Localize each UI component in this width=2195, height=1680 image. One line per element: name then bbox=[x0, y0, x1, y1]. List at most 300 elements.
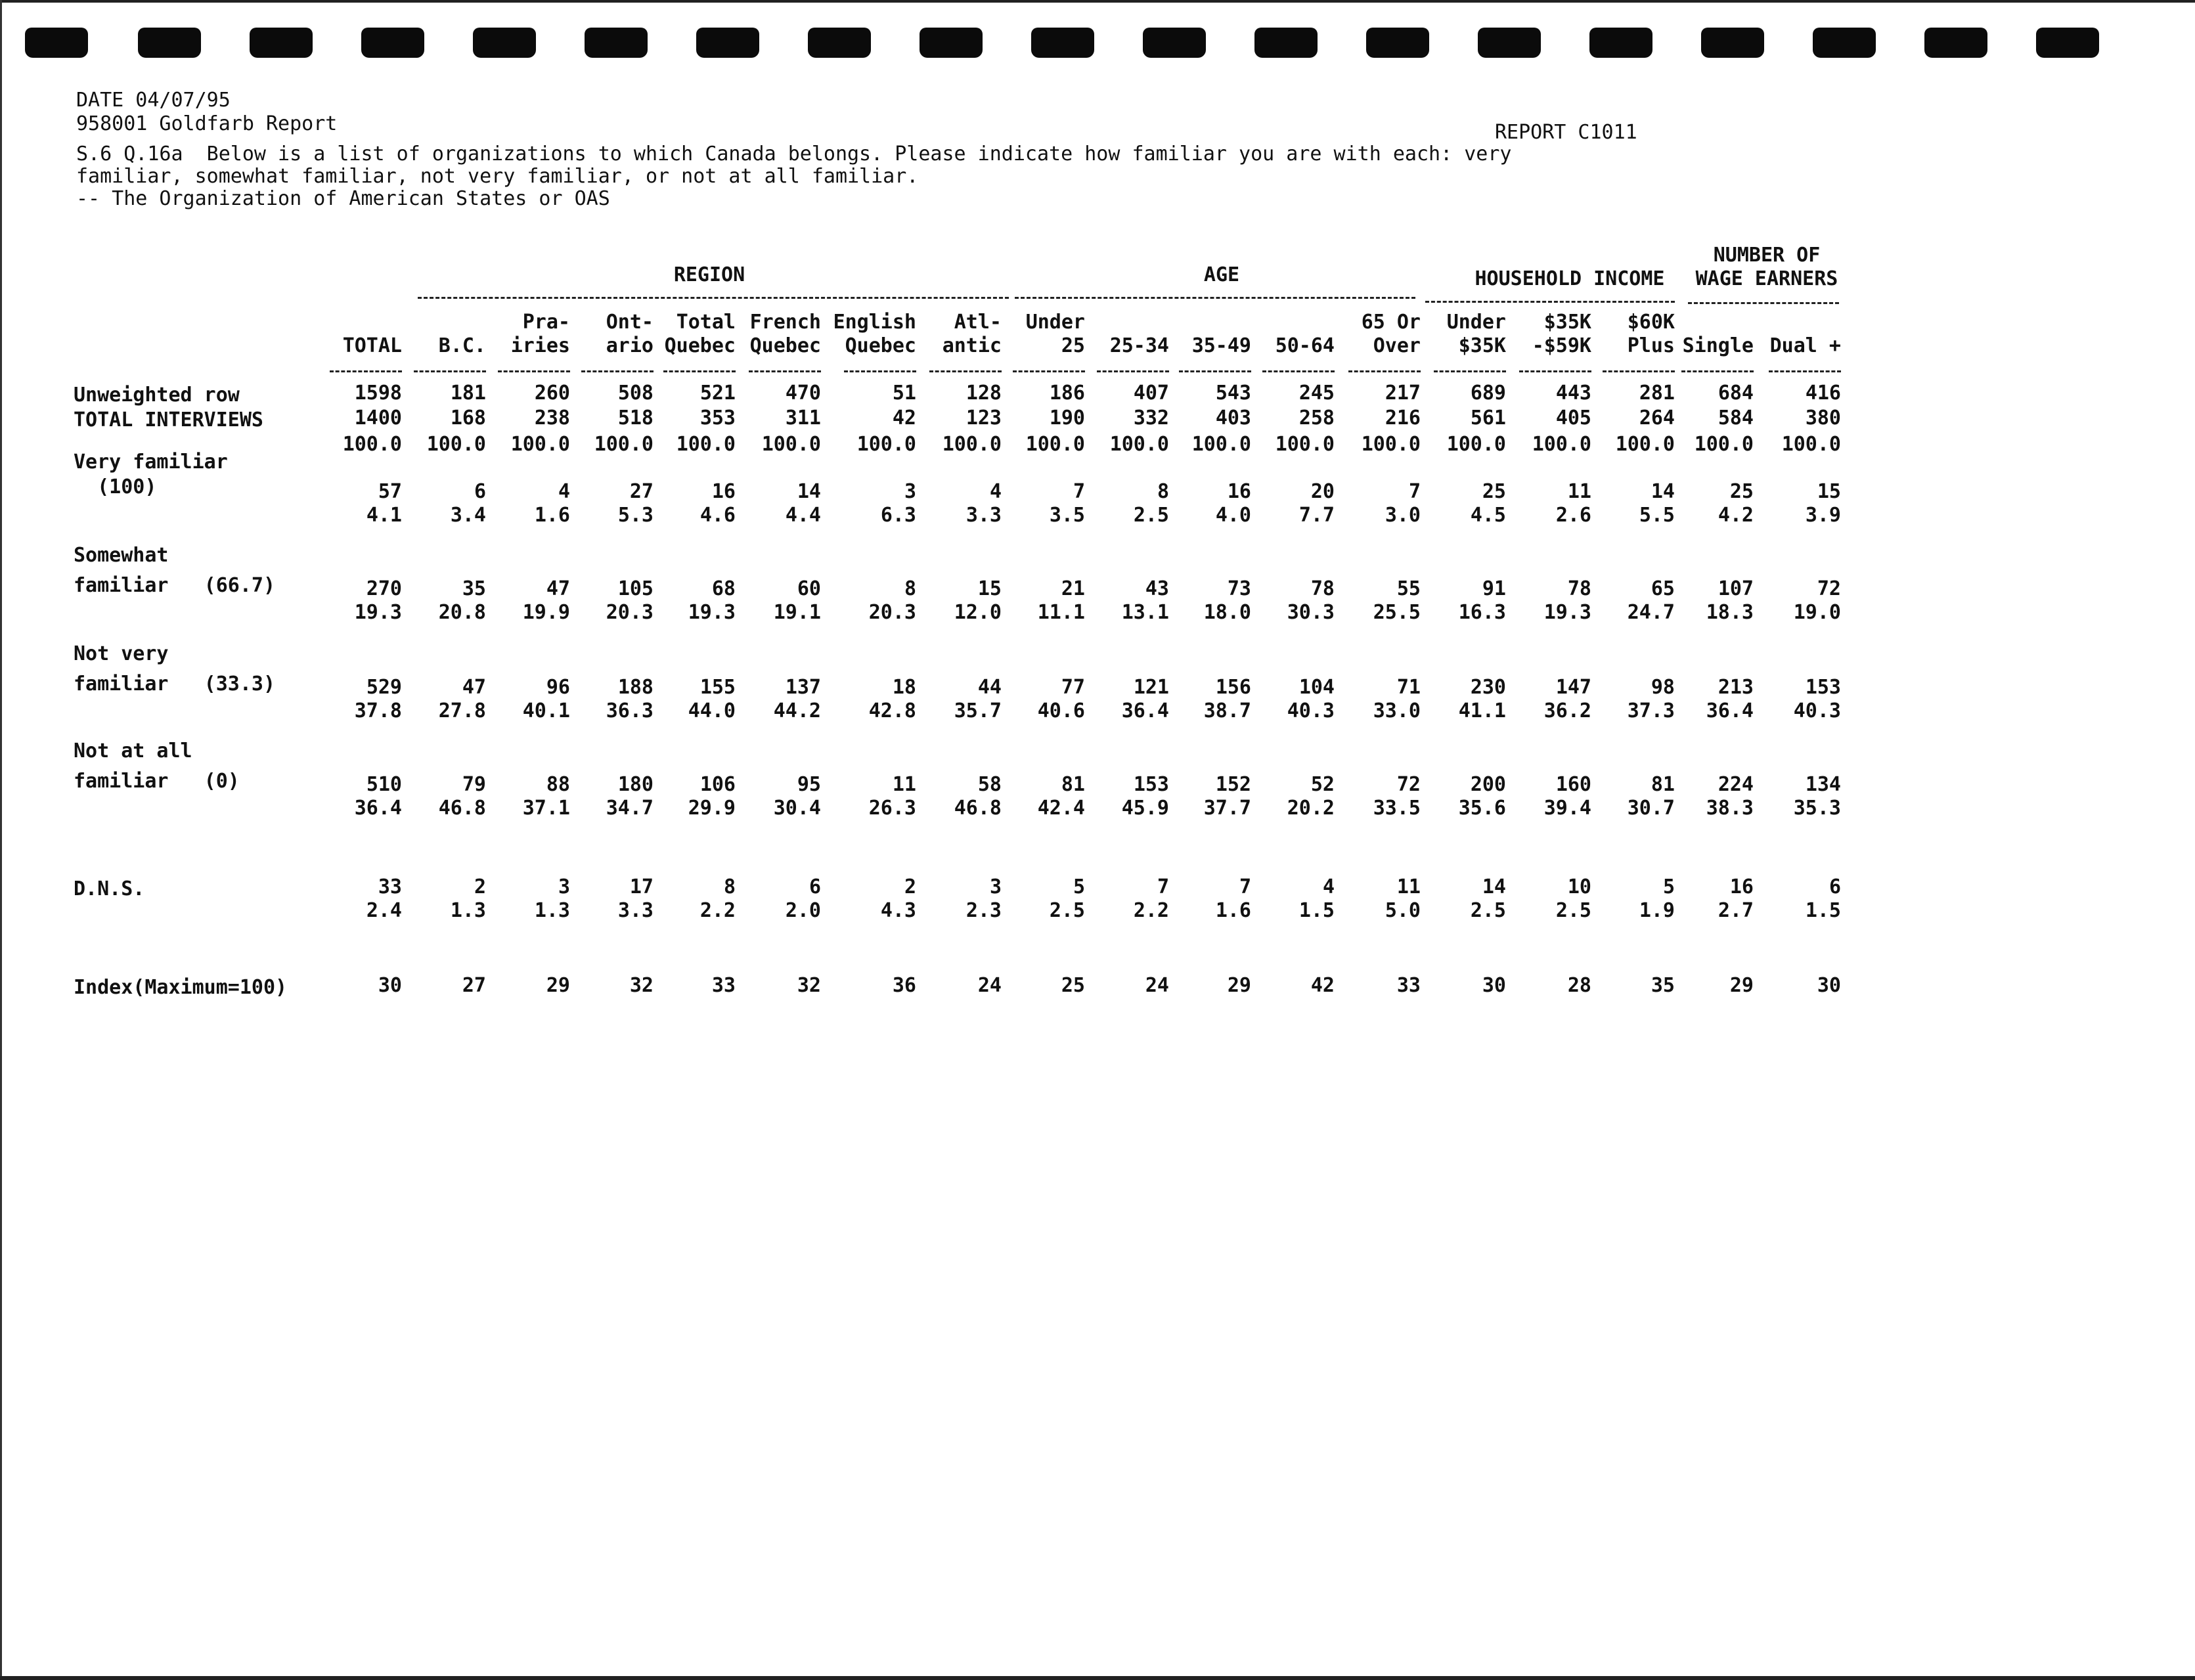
table-cell: 30.4 bbox=[773, 797, 821, 820]
table-cell: 15 bbox=[977, 577, 1002, 600]
column-header: Quebec bbox=[664, 334, 736, 357]
row-label: (100) bbox=[74, 475, 157, 498]
column-underline bbox=[581, 370, 654, 372]
table-cell: 44.2 bbox=[773, 699, 821, 722]
table-cell: 3 bbox=[989, 875, 1002, 898]
table-cell: 38.3 bbox=[1706, 797, 1754, 820]
table-cell: 200 bbox=[1470, 773, 1506, 796]
column-underline bbox=[1013, 370, 1085, 372]
table-cell: 4 bbox=[1322, 875, 1335, 898]
table-cell: 37.7 bbox=[1203, 797, 1251, 820]
table-cell: 33.0 bbox=[1373, 699, 1421, 722]
table-cell: 3.9 bbox=[1805, 504, 1841, 527]
column-header: Plus bbox=[1627, 334, 1675, 357]
table-cell: 51 bbox=[892, 382, 916, 405]
table-cell: 3.4 bbox=[450, 504, 486, 527]
table-cell: 27.8 bbox=[438, 699, 486, 722]
table-cell: 443 bbox=[1555, 382, 1591, 405]
table-cell: 44 bbox=[977, 676, 1002, 699]
table-cell: 52 bbox=[1310, 773, 1335, 796]
table-cell: 518 bbox=[617, 407, 654, 430]
table-cell: 36.4 bbox=[354, 797, 402, 820]
table-cell: 3.5 bbox=[1049, 504, 1085, 527]
table-cell: 19.3 bbox=[688, 601, 736, 624]
table-cell: 100.0 bbox=[342, 433, 402, 456]
table-cell: 40.6 bbox=[1037, 699, 1085, 722]
table-cell: 19.1 bbox=[773, 601, 821, 624]
table-cell: 35.6 bbox=[1458, 797, 1506, 820]
table-cell: 153 bbox=[1805, 676, 1841, 699]
column-underline bbox=[1179, 370, 1251, 372]
feed-hole bbox=[1589, 28, 1652, 58]
table-cell: 33 bbox=[1396, 974, 1421, 997]
table-cell: 19.3 bbox=[354, 601, 402, 624]
table-cell: 17 bbox=[629, 875, 654, 898]
table-cell: 4 bbox=[989, 480, 1002, 503]
column-header: Under bbox=[1446, 311, 1506, 334]
table-cell: 78 bbox=[1310, 577, 1335, 600]
table-cell: 213 bbox=[1718, 676, 1754, 699]
column-header: iries bbox=[510, 334, 570, 357]
table-cell: 100.0 bbox=[1694, 433, 1754, 456]
table-cell: 2.5 bbox=[1555, 899, 1591, 922]
table-cell: 1.5 bbox=[1298, 899, 1335, 922]
table-cell: 100.0 bbox=[942, 433, 1002, 456]
table-cell: 107 bbox=[1718, 577, 1754, 600]
feed-hole bbox=[1924, 28, 1987, 58]
question-text-line2: familiar, somewhat familiar, not very familiar, or not at all familiar. bbox=[76, 165, 919, 188]
table-cell: 72 bbox=[1817, 577, 1841, 600]
table-cell: 2 bbox=[904, 875, 916, 898]
table-cell: 47 bbox=[462, 676, 486, 699]
table-cell: 14 bbox=[1651, 480, 1675, 503]
table-cell: 18 bbox=[892, 676, 916, 699]
table-cell: 2.5 bbox=[1133, 504, 1169, 527]
table-cell: 216 bbox=[1385, 407, 1421, 430]
table-cell: 684 bbox=[1718, 382, 1754, 405]
table-cell: 1.3 bbox=[534, 899, 570, 922]
question-text-line1: S.6 Q.16a Below is a list of organizations to which Canada belongs. Please indicate how familiar you are with each: very bbox=[76, 143, 1512, 166]
table-cell: 689 bbox=[1470, 382, 1506, 405]
table-cell: 37.1 bbox=[522, 797, 570, 820]
column-header: 65 Or bbox=[1361, 311, 1421, 334]
table-cell: 100.0 bbox=[1781, 433, 1841, 456]
column-header: 50-64 bbox=[1275, 334, 1335, 357]
table-cell: 21 bbox=[1061, 577, 1085, 600]
feed-hole bbox=[808, 28, 871, 58]
table-cell: 7 bbox=[1157, 875, 1169, 898]
table-cell: 42 bbox=[1310, 974, 1335, 997]
table-cell: 30.3 bbox=[1287, 601, 1335, 624]
wage-underline bbox=[1688, 302, 1839, 304]
table-cell: 18.3 bbox=[1706, 601, 1754, 624]
table-cell: 6 bbox=[474, 480, 486, 503]
table-cell: 100.0 bbox=[1446, 433, 1506, 456]
table-cell: 81 bbox=[1651, 773, 1675, 796]
table-cell: 96 bbox=[546, 676, 570, 699]
table-cell: 19.3 bbox=[1543, 601, 1591, 624]
table-cell: 3.3 bbox=[617, 899, 654, 922]
table-cell: 2.2 bbox=[699, 899, 736, 922]
table-cell: 5 bbox=[1073, 875, 1085, 898]
table-cell: 3 bbox=[904, 480, 916, 503]
table-cell: 3.3 bbox=[965, 504, 1002, 527]
table-cell: 24.7 bbox=[1627, 601, 1675, 624]
table-cell: 416 bbox=[1805, 382, 1841, 405]
column-header: antic bbox=[942, 334, 1002, 357]
table-cell: 100.0 bbox=[1025, 433, 1085, 456]
table-cell: 100.0 bbox=[426, 433, 486, 456]
table-cell: 4.5 bbox=[1470, 504, 1506, 527]
table-cell: 521 bbox=[699, 382, 736, 405]
table-cell: 16 bbox=[1729, 875, 1754, 898]
table-cell: 79 bbox=[462, 773, 486, 796]
table-cell: 35.3 bbox=[1793, 797, 1841, 820]
table-cell: 11 bbox=[1567, 480, 1591, 503]
table-cell: 24 bbox=[1145, 974, 1169, 997]
table-cell: 332 bbox=[1133, 407, 1169, 430]
table-cell: 20.2 bbox=[1287, 797, 1335, 820]
group-header-income: HOUSEHOLD INCOME bbox=[1474, 267, 1665, 290]
table-cell: 2.7 bbox=[1718, 899, 1754, 922]
table-cell: 24 bbox=[977, 974, 1002, 997]
table-cell: 29 bbox=[1227, 974, 1251, 997]
table-cell: 5.0 bbox=[1385, 899, 1421, 922]
table-cell: 14 bbox=[797, 480, 821, 503]
table-cell: 28 bbox=[1567, 974, 1591, 997]
column-header: Atl- bbox=[954, 311, 1002, 334]
table-cell: 180 bbox=[617, 773, 654, 796]
table-cell: 7.7 bbox=[1298, 504, 1335, 527]
column-underline bbox=[929, 370, 1002, 372]
column-header: -$59K bbox=[1532, 334, 1591, 357]
table-cell: 43 bbox=[1145, 577, 1169, 600]
table-cell: 33.5 bbox=[1373, 797, 1421, 820]
table-cell: 88 bbox=[546, 773, 570, 796]
table-cell: 100.0 bbox=[1109, 433, 1169, 456]
table-cell: 123 bbox=[965, 407, 1002, 430]
table-cell: 100.0 bbox=[594, 433, 654, 456]
table-cell: 30 bbox=[1817, 974, 1841, 997]
table-cell: 1.9 bbox=[1639, 899, 1675, 922]
table-cell: 30 bbox=[378, 974, 402, 997]
table-cell: 55 bbox=[1396, 577, 1421, 600]
table-cell: 4.3 bbox=[880, 899, 916, 922]
table-cell: 147 bbox=[1555, 676, 1591, 699]
table-cell: 47 bbox=[546, 577, 570, 600]
row-label: Unweighted row bbox=[74, 384, 240, 407]
table-cell: 19.0 bbox=[1793, 601, 1841, 624]
table-cell: 153 bbox=[1133, 773, 1169, 796]
column-underline bbox=[1348, 370, 1421, 372]
column-underline bbox=[1769, 370, 1841, 372]
feed-hole bbox=[1031, 28, 1094, 58]
table-cell: 35 bbox=[1651, 974, 1675, 997]
table-cell: 188 bbox=[617, 676, 654, 699]
feed-hole bbox=[920, 28, 983, 58]
table-cell: 168 bbox=[450, 407, 486, 430]
table-cell: 238 bbox=[534, 407, 570, 430]
table-cell: 98 bbox=[1651, 676, 1675, 699]
table-cell: 1.6 bbox=[534, 504, 570, 527]
table-cell: 4 bbox=[558, 480, 570, 503]
table-cell: 16 bbox=[711, 480, 736, 503]
table-cell: 58 bbox=[977, 773, 1002, 796]
table-cell: 95 bbox=[797, 773, 821, 796]
column-underline bbox=[1097, 370, 1169, 372]
table-cell: 42.8 bbox=[868, 699, 916, 722]
table-cell: 25 bbox=[1482, 480, 1506, 503]
table-cell: 100.0 bbox=[1191, 433, 1251, 456]
table-cell: 100.0 bbox=[510, 433, 570, 456]
table-cell: 2.6 bbox=[1555, 504, 1591, 527]
table-cell: 36.4 bbox=[1121, 699, 1169, 722]
tractor-feed-holes bbox=[0, 28, 2195, 67]
table-cell: 81 bbox=[1061, 773, 1085, 796]
table-cell: 270 bbox=[366, 577, 402, 600]
table-cell: 5.5 bbox=[1639, 504, 1675, 527]
table-cell: 2.5 bbox=[1470, 899, 1506, 922]
table-cell: 36 bbox=[892, 974, 916, 997]
report-date: DATE 04/07/95 bbox=[76, 89, 231, 112]
column-header: ario bbox=[606, 334, 654, 357]
table-cell: 529 bbox=[366, 676, 402, 699]
table-cell: 100.0 bbox=[1532, 433, 1591, 456]
table-cell: 281 bbox=[1639, 382, 1675, 405]
table-cell: 4.6 bbox=[699, 504, 736, 527]
table-cell: 13.1 bbox=[1121, 601, 1169, 624]
row-label: Not very bbox=[74, 642, 169, 665]
table-cell: 25 bbox=[1061, 974, 1085, 997]
table-cell: 8 bbox=[1157, 480, 1169, 503]
table-cell: 18.0 bbox=[1203, 601, 1251, 624]
age-underline bbox=[1015, 297, 1415, 299]
region-underline bbox=[418, 297, 1009, 299]
table-cell: 8 bbox=[723, 875, 736, 898]
feed-hole bbox=[1813, 28, 1876, 58]
table-cell: 186 bbox=[1049, 382, 1085, 405]
column-header: Single bbox=[1682, 334, 1754, 357]
column-underline bbox=[498, 370, 570, 372]
feed-hole bbox=[1143, 28, 1206, 58]
table-cell: 7 bbox=[1073, 480, 1085, 503]
table-cell: 4.1 bbox=[366, 504, 402, 527]
table-cell: 35.7 bbox=[954, 699, 1002, 722]
table-cell: 20 bbox=[1310, 480, 1335, 503]
table-cell: 264 bbox=[1639, 407, 1675, 430]
table-cell: 137 bbox=[785, 676, 821, 699]
table-cell: 3.0 bbox=[1385, 504, 1421, 527]
table-cell: 1400 bbox=[354, 407, 402, 430]
column-header: Under bbox=[1025, 311, 1085, 334]
table-cell: 16 bbox=[1227, 480, 1251, 503]
table-cell: 6.3 bbox=[880, 504, 916, 527]
table-cell: 561 bbox=[1470, 407, 1506, 430]
row-label: Somewhat bbox=[74, 544, 169, 567]
table-cell: 5 bbox=[1662, 875, 1675, 898]
table-cell: 72 bbox=[1396, 773, 1421, 796]
report-name: 958001 Goldfarb Report bbox=[76, 112, 338, 135]
page-left-edge bbox=[0, 0, 2, 1680]
table-cell: 11 bbox=[892, 773, 916, 796]
column-header: $35K bbox=[1458, 334, 1506, 357]
table-cell: 77 bbox=[1061, 676, 1085, 699]
column-underline bbox=[1262, 370, 1335, 372]
table-cell: 181 bbox=[450, 382, 486, 405]
table-cell: 38.7 bbox=[1203, 699, 1251, 722]
feed-hole bbox=[1701, 28, 1764, 58]
table-cell: 16.3 bbox=[1458, 601, 1506, 624]
table-cell: 57 bbox=[378, 480, 402, 503]
feed-hole bbox=[473, 28, 536, 58]
table-cell: 470 bbox=[785, 382, 821, 405]
table-cell: 311 bbox=[785, 407, 821, 430]
table-cell: 155 bbox=[699, 676, 736, 699]
column-header: Ont- bbox=[606, 311, 654, 334]
table-cell: 405 bbox=[1555, 407, 1591, 430]
column-underline bbox=[1519, 370, 1591, 372]
table-cell: 100.0 bbox=[676, 433, 736, 456]
table-cell: 11.1 bbox=[1037, 601, 1085, 624]
row-label: D.N.S. bbox=[74, 877, 145, 900]
question-text-line3: -- The Organization of American States or OAS bbox=[76, 187, 610, 210]
table-cell: 100.0 bbox=[1615, 433, 1675, 456]
table-cell: 2.0 bbox=[785, 899, 821, 922]
table-cell: 160 bbox=[1555, 773, 1591, 796]
table-cell: 2 bbox=[474, 875, 486, 898]
table-cell: 29 bbox=[1729, 974, 1754, 997]
table-cell: 27 bbox=[462, 974, 486, 997]
feed-hole bbox=[1478, 28, 1541, 58]
table-cell: 7 bbox=[1408, 480, 1421, 503]
table-cell: 100.0 bbox=[856, 433, 916, 456]
table-cell: 5.3 bbox=[617, 504, 654, 527]
table-cell: 73 bbox=[1227, 577, 1251, 600]
column-underline bbox=[844, 370, 916, 372]
table-cell: 46.8 bbox=[954, 797, 1002, 820]
table-cell: 11 bbox=[1396, 875, 1421, 898]
row-label: familiar (33.3) bbox=[74, 673, 276, 696]
table-cell: 510 bbox=[366, 773, 402, 796]
table-cell: 36.3 bbox=[606, 699, 654, 722]
table-cell: 25 bbox=[1729, 480, 1754, 503]
table-cell: 29.9 bbox=[688, 797, 736, 820]
row-label: familiar (66.7) bbox=[74, 574, 276, 597]
page-top-edge bbox=[0, 0, 2195, 3]
table-cell: 190 bbox=[1049, 407, 1085, 430]
table-cell: 4.4 bbox=[785, 504, 821, 527]
feed-hole bbox=[1366, 28, 1429, 58]
table-cell: 1.6 bbox=[1215, 899, 1251, 922]
group-header-age: AGE bbox=[1203, 263, 1240, 286]
table-cell: 258 bbox=[1298, 407, 1335, 430]
table-cell: 4.2 bbox=[1718, 504, 1754, 527]
table-cell: 29 bbox=[546, 974, 570, 997]
report-id: REPORT C1011 bbox=[1495, 121, 1637, 144]
column-underline bbox=[1434, 370, 1506, 372]
table-cell: 6 bbox=[1829, 875, 1841, 898]
income-underline bbox=[1425, 301, 1675, 303]
column-header: B.C. bbox=[438, 334, 486, 357]
table-cell: 152 bbox=[1215, 773, 1251, 796]
feed-hole bbox=[25, 28, 88, 58]
table-cell: 42.4 bbox=[1037, 797, 1085, 820]
feed-hole bbox=[250, 28, 313, 58]
feed-hole bbox=[2036, 28, 2099, 58]
column-header: $35K bbox=[1543, 311, 1591, 334]
table-cell: 128 bbox=[965, 382, 1002, 405]
table-cell: 4.0 bbox=[1215, 504, 1251, 527]
table-cell: 134 bbox=[1805, 773, 1841, 796]
table-cell: 35 bbox=[462, 577, 486, 600]
column-header: English bbox=[833, 311, 916, 334]
table-cell: 32 bbox=[797, 974, 821, 997]
row-label: Very familiar bbox=[74, 451, 228, 474]
table-cell: 30 bbox=[1482, 974, 1506, 997]
table-cell: 40.3 bbox=[1793, 699, 1841, 722]
table-cell: 71 bbox=[1396, 676, 1421, 699]
table-cell: 41.1 bbox=[1458, 699, 1506, 722]
table-cell: 230 bbox=[1470, 676, 1506, 699]
column-underline bbox=[330, 370, 402, 372]
table-cell: 60 bbox=[797, 577, 821, 600]
column-header: TOTAL bbox=[342, 334, 402, 357]
table-cell: 30.7 bbox=[1627, 797, 1675, 820]
column-header: Dual + bbox=[1769, 334, 1841, 357]
group-header-wage-line1: NUMBER OF bbox=[1713, 244, 1821, 267]
table-cell: 65 bbox=[1651, 577, 1675, 600]
group-header-wage-line2: WAGE EARNERS bbox=[1695, 267, 1838, 290]
table-cell: 34.7 bbox=[606, 797, 654, 820]
table-cell: 46.8 bbox=[438, 797, 486, 820]
table-cell: 1.5 bbox=[1805, 899, 1841, 922]
table-cell: 15 bbox=[1817, 480, 1841, 503]
table-cell: 8 bbox=[904, 577, 916, 600]
column-underline bbox=[414, 370, 486, 372]
page-bottom-edge bbox=[0, 1676, 2195, 1680]
table-cell: 407 bbox=[1133, 382, 1169, 405]
table-cell: 403 bbox=[1215, 407, 1251, 430]
table-cell: 224 bbox=[1718, 773, 1754, 796]
table-cell: 543 bbox=[1215, 382, 1251, 405]
table-cell: 68 bbox=[711, 577, 736, 600]
column-underline bbox=[749, 370, 821, 372]
table-cell: 26.3 bbox=[868, 797, 916, 820]
table-cell: 584 bbox=[1718, 407, 1754, 430]
column-header: Total bbox=[676, 311, 736, 334]
table-cell: 12.0 bbox=[954, 601, 1002, 624]
column-header: Quebec bbox=[749, 334, 821, 357]
table-cell: 2.4 bbox=[366, 899, 402, 922]
table-cell: 245 bbox=[1298, 382, 1335, 405]
column-header: Quebec bbox=[845, 334, 916, 357]
row-label: Index(Maximum=100) bbox=[74, 976, 288, 999]
table-cell: 100.0 bbox=[1361, 433, 1421, 456]
column-header: 25 bbox=[1061, 334, 1085, 357]
table-cell: 508 bbox=[617, 382, 654, 405]
column-header: Pra- bbox=[522, 311, 570, 334]
column-underline bbox=[1681, 370, 1754, 372]
table-cell: 2.3 bbox=[965, 899, 1002, 922]
table-cell: 42 bbox=[892, 407, 916, 430]
table-cell: 20.3 bbox=[606, 601, 654, 624]
column-header: 35-49 bbox=[1191, 334, 1251, 357]
table-cell: 380 bbox=[1805, 407, 1841, 430]
table-cell: 105 bbox=[617, 577, 654, 600]
table-cell: 27 bbox=[629, 480, 654, 503]
table-cell: 106 bbox=[699, 773, 736, 796]
table-cell: 6 bbox=[809, 875, 821, 898]
